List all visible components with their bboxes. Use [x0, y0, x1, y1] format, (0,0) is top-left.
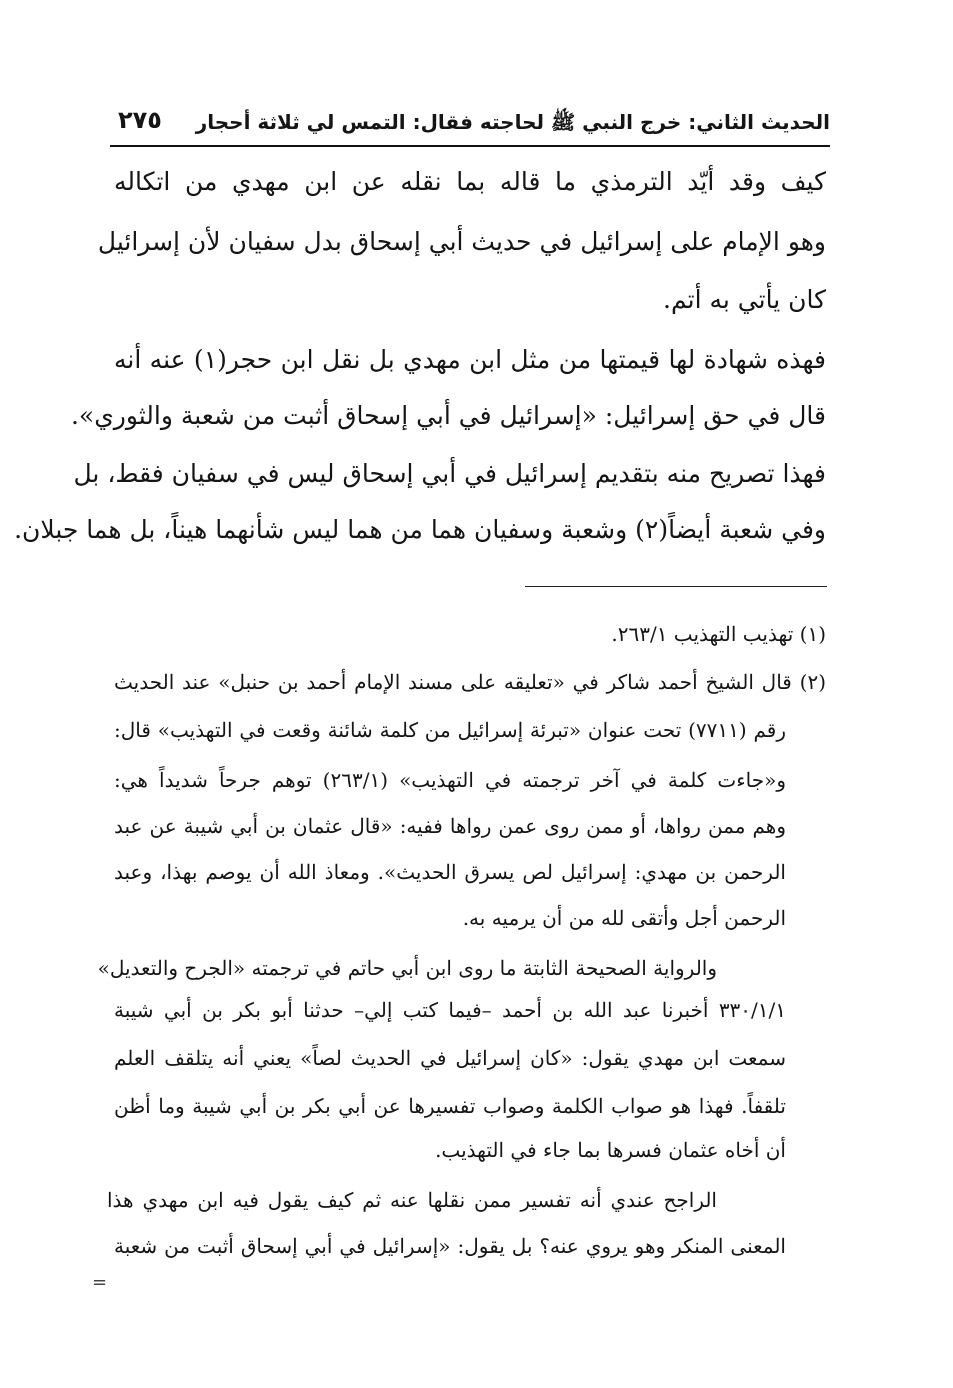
footnote-line: وهم ممن رواها، أو ممن روى عمن رواها ففيه: «قال عثمان بن أبي شيبة عن عبد — [114, 814, 786, 838]
header-rule — [110, 145, 830, 147]
body-line: فهذه شهادة لها قيمتها من مثل ابن مهدي بل نقل ابن حجر(١) عنه أنه — [114, 345, 826, 374]
footnote-line: (٢) قال الشيخ أحمد شاكر في «تعليقه على مسند الإمام أحمد بن حنبل» عند الحديث — [114, 670, 826, 694]
running-header — [110, 106, 830, 142]
body-line: قال في حق إسرائيل: «إسرائيل في أبي إسحاق أثبت من شعبة والثوري». — [70, 401, 826, 430]
footnote-line: المعنى المنكر وهو يروي عنه؟ بل يقول: «إسرائيل في أبي إسحاق أثبت من شعبة — [114, 1234, 786, 1258]
footnote-line: أن أخاه عثمان فسرها بما جاء في التهذيب. — [435, 1138, 786, 1162]
footnote-line: رقم (٧٧١١) تحت عنوان «تبرئة إسرائيل من كلمة شائنة وقعت في التهذيب» قال: — [114, 718, 786, 742]
footnote-line: ٣٣٠/١/١ أخبرنا عبد الله بن أحمد –فيما كتب إلي– حدثنا أبو بكر بن أبي شيبة — [114, 998, 786, 1022]
margin-mark: = — [92, 1272, 108, 1293]
body-line: وهو الإمام على إسرائيل في حديث أبي إسحاق بدل سفيان لأن إسرائيل — [97, 227, 826, 256]
footnote-separator — [525, 586, 827, 587]
footnote-line: (١) تهذيب التهذيب ٢٦٣/١. — [611, 622, 826, 646]
body-line: فهذا تصريح منه بتقديم إسرائيل في أبي إسحاق ليس في سفيان فقط، بل — [73, 459, 826, 488]
body-line: كان يأتي به أتم. — [663, 285, 826, 314]
header-title: الحديث الثاني: خرج النبي ﷺ لحاجته فقال: التمس لي ثلاثة أحجار — [195, 110, 830, 134]
footnote-line: سمعت ابن مهدي يقول: «كان إسرائيل في الحديث لصاً» يعني أنه يتلقف العلم — [114, 1046, 786, 1070]
footnote-line: تلقفاً. فهذا هو صواب الكلمة وصواب تفسيرها عن أبي بكر بن أبي شيبة وما أظن — [114, 1094, 786, 1118]
body-line: كيف وقد أيّد الترمذي ما قاله بما نقله عن ابن مهدي من اتكاله — [114, 167, 826, 196]
footnote-line: الرحمن بن مهدي: إسرائيل لص يسرق الحديث». ومعاذ الله أن يوصم بهذا، وعبد — [114, 860, 786, 884]
footnote-line: الرحمن أجل وأتقى لله من أن يرميه به. — [462, 906, 786, 930]
page-number: ٢٧٥ — [118, 106, 162, 134]
footnote-line: والرواية الصحيحة الثابتة ما روى ابن أبي حاتم في ترجمته «الجرح والتعديل» — [97, 956, 717, 980]
body-line: وفي شعبة أيضاً(٢) وشعبة وسفيان هما من هما ليس شأنهما هيناً، بل هما جبلان. — [14, 515, 826, 544]
footnote-line: الراجح عندي أنه تفسير ممن نقلها عنه ثم كيف يقول فيه ابن مهدي هذا — [107, 1188, 717, 1212]
footnote-line: و«جاءت كلمة في آخر ترجمته في التهذيب» (٢٦٣/١) توهم جرحاً شديداً هي: — [114, 768, 786, 792]
